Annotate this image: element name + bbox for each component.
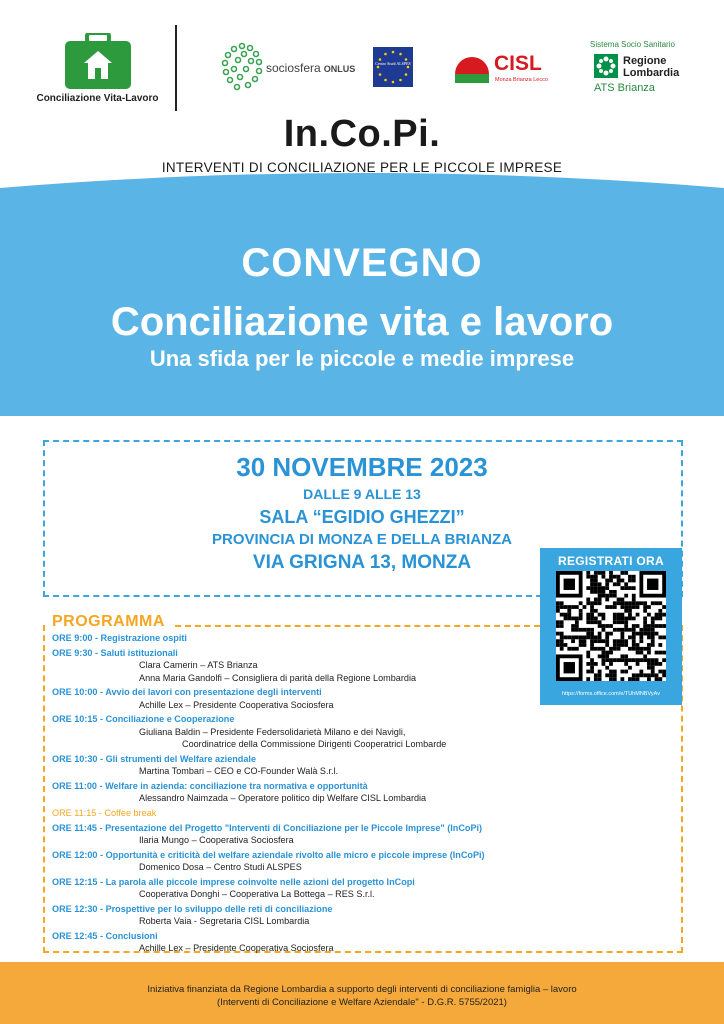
programme-item	[52, 903, 672, 928]
event-venue: SALA “EGIDIO GHEZZI”	[259, 507, 465, 527]
programme-item-heading: ORE 9:00 - Registrazione ospiti	[52, 633, 187, 643]
programme-item-heading: ORE 9:30 - Saluti istituzionali	[52, 647, 178, 658]
programme-item	[52, 930, 672, 955]
programme-speaker: Giuliana Baldin – Presidente Federsolidarietà Milano e dei Navigli,	[139, 726, 406, 737]
programme-item-heading: ORE 12:15 - La parola alle piccole imprese coinvolte nelle azioni del progetto InCopi	[52, 876, 415, 887]
programme-item-heading: ORE 10:15 - Conciliazione e Cooperazione	[52, 714, 235, 725]
programme-item	[52, 876, 672, 901]
registration-url[interactable]: https://forms.office.com/e/TUhMNBVyAv	[561, 691, 660, 697]
cisl-subtitle: Monza Brianza Lecco	[495, 77, 548, 83]
programme-item-heading: ORE 12:45 - Conclusioni	[52, 930, 158, 941]
programme-item	[52, 780, 672, 805]
sociosfera-name: sociosfera	[266, 61, 321, 75]
conciliazione-label: Conciliazione Vita-Lavoro	[36, 93, 159, 104]
footer-line-2: (Interventi di Conciliazione e Welfare Aziendale" - D.G.R. 5755/2021)	[217, 997, 507, 1008]
programme-item-heading: ORE 12:00 - Opportunità e criticità del welfare aziendale rivolto alle micro e piccole imprese (InCoPi)	[52, 849, 485, 860]
programme-item	[52, 713, 672, 750]
ats-brianza-label: ATS Brianza	[594, 82, 655, 94]
conciliazione-logo	[30, 33, 165, 104]
event-address: VIA GRIGNA 13, MONZA	[252, 552, 472, 573]
footer-line-1: Iniziativa finanziata da Regione Lombardia a supporto degli interventi di conciliazione famiglia – lavoro	[147, 984, 577, 995]
project-title: In.Co.Pi.	[283, 113, 441, 155]
cisl-mark-icon	[452, 48, 492, 88]
logo-separator	[175, 25, 177, 111]
banner-convegno: CONVEGNO	[241, 241, 483, 285]
programme-item-heading: ORE 11:00 - Welfare in azienda: conciliazione tra normativa e opportunità	[52, 780, 368, 791]
funding-footer	[0, 962, 724, 1024]
programme-item	[52, 807, 672, 820]
regione-rose-icon	[594, 54, 618, 78]
sociosfera-suffix: ONLUS	[323, 64, 356, 74]
programme-speaker: Martina Tombari – CEO e CO-Founder Walà S.r.l.	[139, 766, 339, 777]
eu-stars-icon	[373, 47, 413, 87]
regione-line1: Regione	[623, 55, 667, 67]
registration-qr-block[interactable]	[540, 548, 682, 705]
programme-item-heading: ORE 10:00 - Avvio dei lavori con presentazione degli interventi	[52, 687, 322, 698]
programme-item-heading: ORE 11:15 - Coffee break	[52, 807, 157, 818]
programme-title: PROGRAMMA	[52, 613, 165, 630]
programme-speaker: Achille Lex – Presidente Cooperativa Sociosfera	[139, 943, 334, 954]
banner-tagline: Una sfida per le piccole e medie imprese	[149, 346, 575, 371]
event-province: PROVINCIA DI MONZA E DELLA BRIANZA	[212, 531, 512, 548]
programme-item	[52, 849, 672, 874]
regione-line2: Lombardia	[623, 67, 680, 80]
programme-speaker: Cooperativa Donghi – Cooperativa La Bottega – RES S.r.l.	[139, 889, 375, 900]
project-subtitle: INTERVENTI DI CONCILIAZIONE PER LE PICCOLE IMPRESE	[161, 160, 563, 175]
alspes-logo	[373, 47, 413, 87]
programme-speaker: Roberta Vaia - Segretaria CISL Lombardia	[139, 916, 310, 927]
regione-name	[623, 55, 679, 79]
blue-banner	[0, 168, 724, 416]
banner-headline: Conciliazione vita e lavoro	[110, 300, 614, 344]
alspes-name: Centro Studi ALSPES	[375, 61, 411, 66]
event-time: DALLE 9 ALLE 13	[303, 486, 421, 502]
programme-item	[52, 753, 672, 778]
partner-logos	[0, 0, 724, 115]
programme-item	[52, 822, 672, 847]
programme-speaker: Domenico Dosa – Centro Studi ALSPES	[139, 862, 302, 873]
programme-item-heading: ORE 10:30 - Gli strumenti del Welfare aziendale	[52, 753, 257, 764]
register-now-label: REGISTRATI ORA	[558, 554, 664, 568]
programme-item-heading: ORE 11:45 - Presentazione del Progetto "Interventi di Conciliazione per le Piccole Imprese" (InCoPi)	[52, 822, 483, 833]
programme-speaker: Clara Camerin – ATS Brianza	[139, 660, 258, 671]
sociosfera-dots-icon	[218, 42, 266, 92]
programme-speaker: Achille Lex – Presidente Cooperativa Sociosfera	[139, 699, 334, 710]
sociosfera-logo	[218, 42, 356, 92]
programme-speaker: Anna Maria Gandolfi – Consigliera di parità della Regione Lombardia	[139, 672, 417, 683]
programme-speaker-role: Coordinatrice della Commissione Dirigenti Cooperatrici Lombarde	[182, 739, 447, 750]
programme-speaker: Ilaria Mungo – Cooperativa Sociosfera	[139, 835, 294, 846]
cisl-name: CISL	[494, 52, 542, 75]
briefcase-house-icon	[65, 33, 131, 89]
event-date: 30 NOVEMBRE 2023	[236, 452, 488, 482]
programme-box-top-edge	[175, 625, 540, 627]
programme-item-heading: ORE 12:30 - Prospettive per lo sviluppo delle reti di conciliazione	[52, 903, 333, 914]
regione-top-label: Sistema Socio Sanitario	[590, 40, 675, 49]
cisl-logo	[452, 48, 562, 88]
programme-speaker: Alessandro Naimzada – Operatore politico dip Welfare CISL Lombardia	[139, 793, 427, 804]
regione-lombardia-logo	[590, 40, 700, 100]
qr-code-icon[interactable]	[556, 571, 666, 681]
